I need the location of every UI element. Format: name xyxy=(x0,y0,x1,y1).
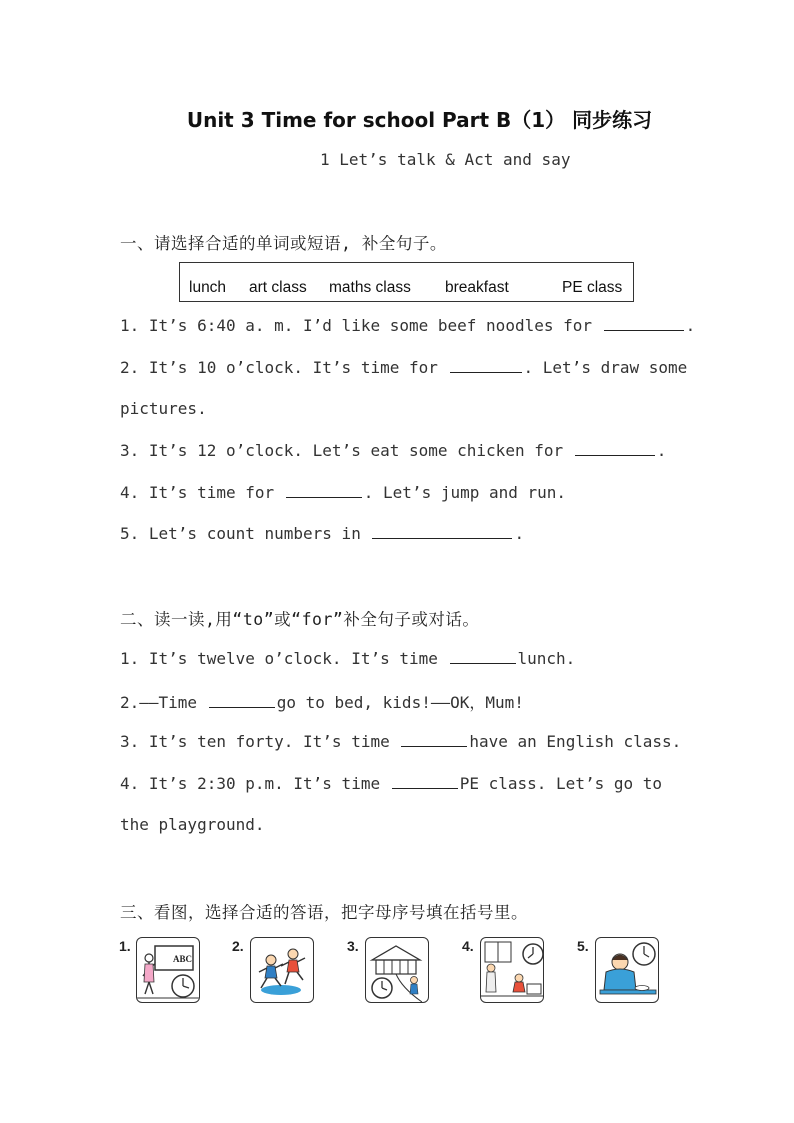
exercise-2-item-3: 3. It’s ten forty. It’s time have an English class. xyxy=(120,732,682,751)
family-home-clock-icon xyxy=(480,937,544,1003)
answer-blank[interactable] xyxy=(401,732,467,747)
going-to-school-clock-icon xyxy=(365,937,429,1003)
picture-3-number: 3. xyxy=(347,938,359,954)
exercise-1-item-2: 2. It’s 10 o’clock. It’s time for . Let’s draw some xyxy=(120,358,688,377)
picture-2-number: 2. xyxy=(232,938,244,954)
exercise-1-item-5: 5. Let’s count numbers in . xyxy=(120,524,525,543)
picture-1-number: 1. xyxy=(119,938,131,954)
answer-blank[interactable] xyxy=(604,316,684,331)
section-2-heading: 二、读一读,用“to”或“for”补全句子或对话。 xyxy=(120,610,480,629)
word-bank-item: maths class xyxy=(329,279,411,296)
answer-blank[interactable] xyxy=(450,649,516,664)
exercise-1-item-3: 3. It’s 12 o’clock. Let’s eat some chicken for . xyxy=(120,441,667,460)
word-bank-item: art class xyxy=(249,279,307,296)
word-bank-item: PE class xyxy=(562,279,623,296)
exercise-2-item-4: 4. It’s 2:30 p.m. It’s time PE class. Let’s go to xyxy=(120,774,663,793)
page-subtitle: 1 Let’s talk & Act and say xyxy=(320,150,571,169)
answer-blank[interactable] xyxy=(392,774,458,789)
answer-blank[interactable] xyxy=(450,358,522,373)
answer-blank[interactable] xyxy=(372,524,512,539)
exercise-2-item-2: 2.——Time go to bed, kids!——OK，Mum! xyxy=(120,693,524,712)
answer-blank[interactable] xyxy=(209,693,275,708)
exercise-1-item-2-cont: pictures. xyxy=(120,399,207,418)
section-3-heading: 三、看图，选择合适的答语，把字母序号填在括号里。 xyxy=(120,903,528,922)
board-text: ABC xyxy=(173,954,193,964)
children-running-icon xyxy=(250,937,314,1003)
exercise-1-item-4: 4. It’s time for . Let’s jump and run. xyxy=(120,483,567,502)
exercise-2-item-4-cont: the playground. xyxy=(120,815,265,834)
section-1-heading: 一、请选择合适的单词或短语, 补全句子。 xyxy=(120,234,447,253)
exercise-2-item-1: 1. It’s twelve o’clock. It’s time lunch. xyxy=(120,649,576,668)
answer-blank[interactable] xyxy=(575,441,655,456)
word-bank-item: breakfast xyxy=(445,279,509,296)
exercise-1-item-1: 1. It’s 6:40 a. m. I’d like some beef noodles for . xyxy=(120,316,696,335)
teacher-classroom-clock-icon xyxy=(136,937,200,1003)
page-title: Unit 3 Time for school Part B（1） 同步练习 xyxy=(186,108,653,132)
answer-blank[interactable] xyxy=(286,483,362,498)
picture-4-number: 4. xyxy=(462,938,474,954)
picture-5-number: 5. xyxy=(577,938,589,954)
word-bank xyxy=(179,262,634,302)
boy-eating-clock-icon xyxy=(595,937,659,1003)
word-bank-item: lunch xyxy=(189,279,227,296)
